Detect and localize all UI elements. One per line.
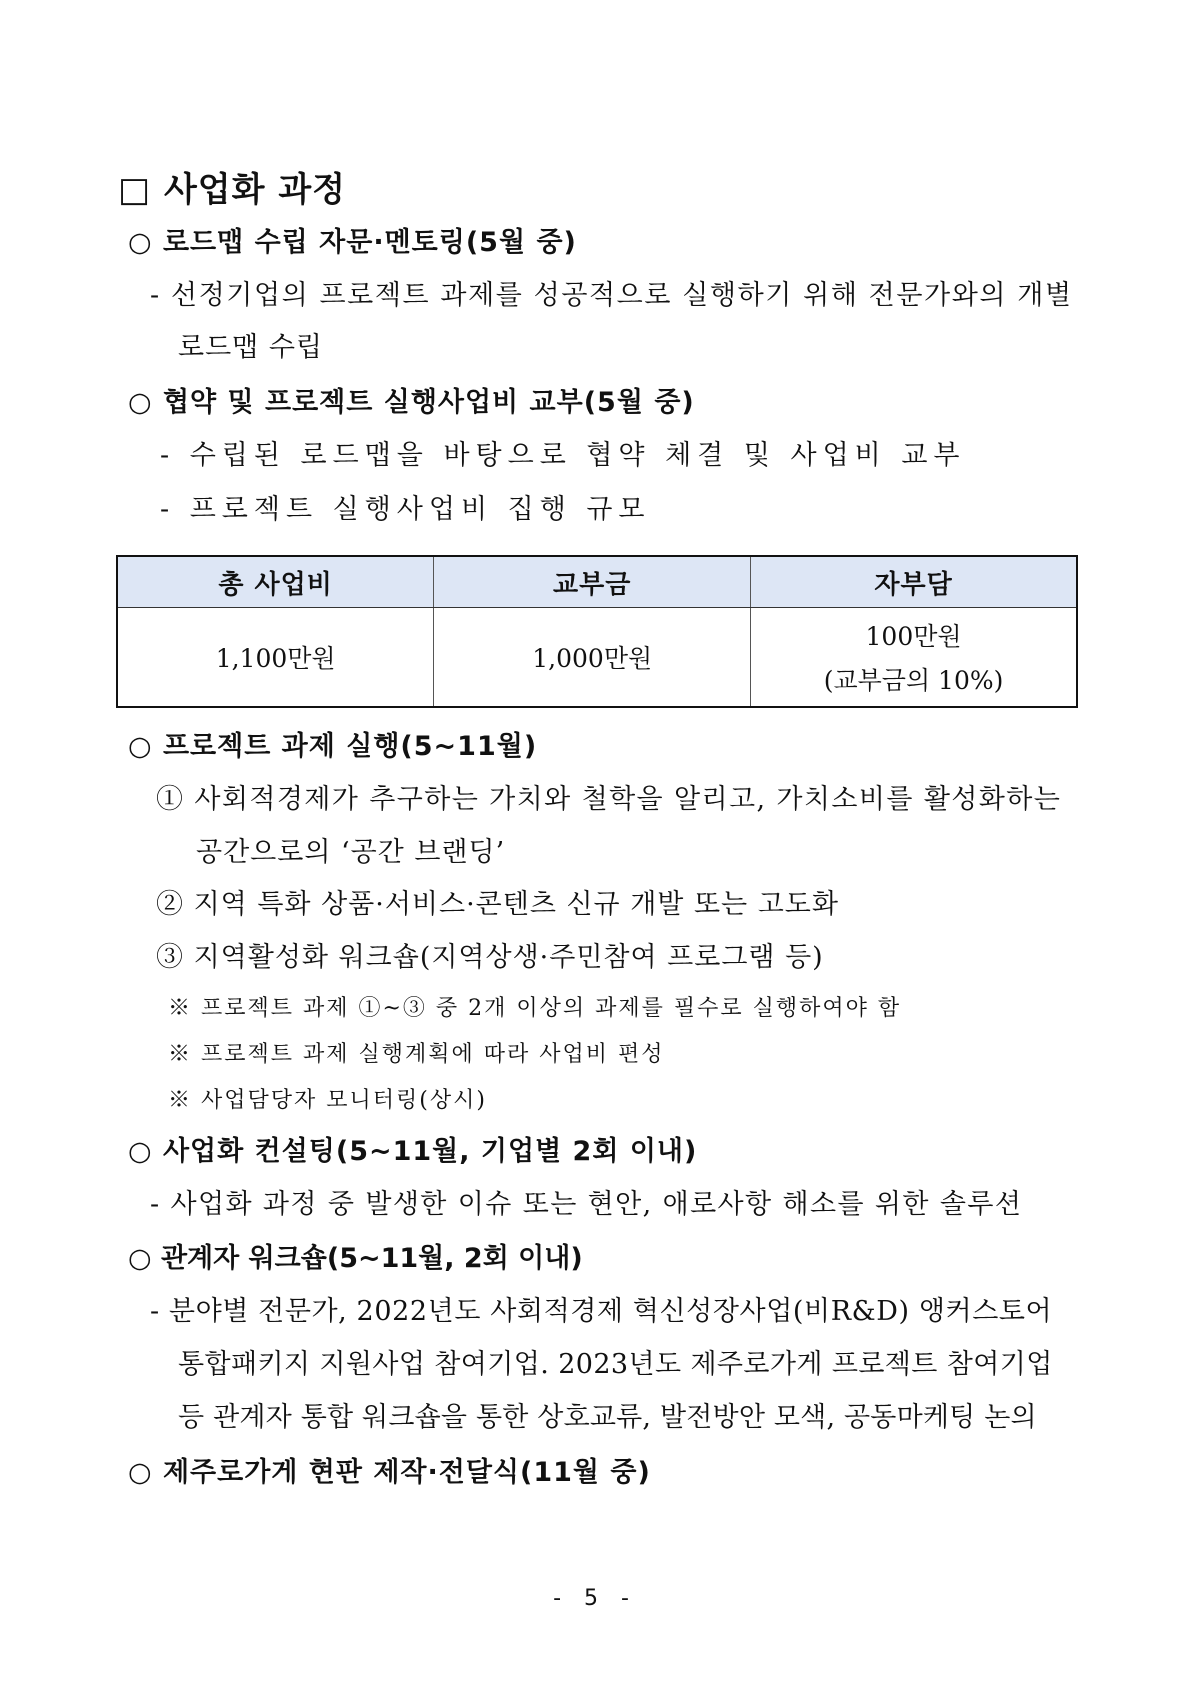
table-cell: 1,100만원: [117, 608, 434, 708]
page-number: - 5 -: [553, 1586, 637, 1611]
body-line: 로드맵 수립: [178, 332, 323, 363]
table-cell: [751, 608, 1077, 708]
body-line: 통합패키지 지원사업 참여기업. 2023년도 제주로가게 프로젝트 참여기업: [178, 1349, 1053, 1380]
note-line: ※ 사업담당자 모니터링(상시): [168, 1088, 487, 1113]
table-cell-note: (교부금의 10%): [823, 666, 1004, 695]
section-heading-signboard: ○ 제주로가게 현판 제작·전달식(11월 중): [128, 1457, 651, 1488]
table-cell-amount: 100만원: [865, 622, 962, 651]
list-item: ① 사회적경제가 추구하는 가치와 철학을 알리고, 가치소비를 활성화하는: [156, 784, 1062, 815]
table-header-cell: 자부담: [751, 556, 1077, 608]
note-line: ※ 프로젝트 과제 ①~③ 중 2개 이상의 과제를 필수로 실행하여야 함: [168, 996, 902, 1021]
table-header-cell: 교부금: [434, 556, 751, 608]
section-heading-project-execution: ○ 프로젝트 과제 실행(5~11월): [128, 731, 538, 762]
list-item: ② 지역 특화 상품·서비스·콘텐츠 신규 개발 또는 고도화: [156, 889, 839, 920]
body-line: - 프로젝트 실행사업비 집행 규모: [160, 494, 651, 525]
budget-table: [116, 555, 1078, 708]
table-header-row: [117, 556, 1077, 608]
body-line: - 사업화 과정 중 발생한 이슈 또는 현안, 애로사항 해소를 위한 솔루션: [150, 1189, 1023, 1220]
table-cell: 1,000만원: [434, 608, 751, 708]
note-line: ※ 프로젝트 과제 실행계획에 따라 사업비 편성: [168, 1042, 665, 1067]
body-line: - 수립된 로드맵을 바탕으로 협약 체결 및 사업비 교부: [160, 440, 966, 471]
list-item-continuation: 공간으로의 ‘공간 브랜딩’: [196, 837, 506, 868]
section-heading-consulting: ○ 사업화 컨설팅(5~11월, 기업별 2회 이내): [128, 1136, 698, 1167]
body-line: 등 관계자 통합 워크숍을 통한 상호교류, 발전방안 모색, 공동마케팅 논의: [178, 1402, 1037, 1433]
body-line: - 선정기업의 프로젝트 과제를 성공적으로 실행하기 위해 전문가와의 개별: [150, 280, 1073, 311]
body-line: - 분야별 전문가, 2022년도 사회적경제 혁신성장사업(비R&D) 앵커스토어: [150, 1296, 1053, 1327]
page-title: □ 사업화 과정: [118, 170, 347, 210]
list-item: ③ 지역활성화 워크숍(지역상생·주민참여 프로그램 등): [156, 942, 824, 973]
section-heading-roadmap: ○ 로드맵 수립 자문·멘토링(5월 중): [128, 227, 577, 258]
section-heading-workshop: ○ 관계자 워크숍(5~11월, 2회 이내): [128, 1243, 583, 1274]
table-header-cell: 총 사업비: [117, 556, 434, 608]
table-row: [117, 608, 1077, 708]
section-heading-agreement: ○ 협약 및 프로젝트 실행사업비 교부(5월 중): [128, 387, 695, 418]
